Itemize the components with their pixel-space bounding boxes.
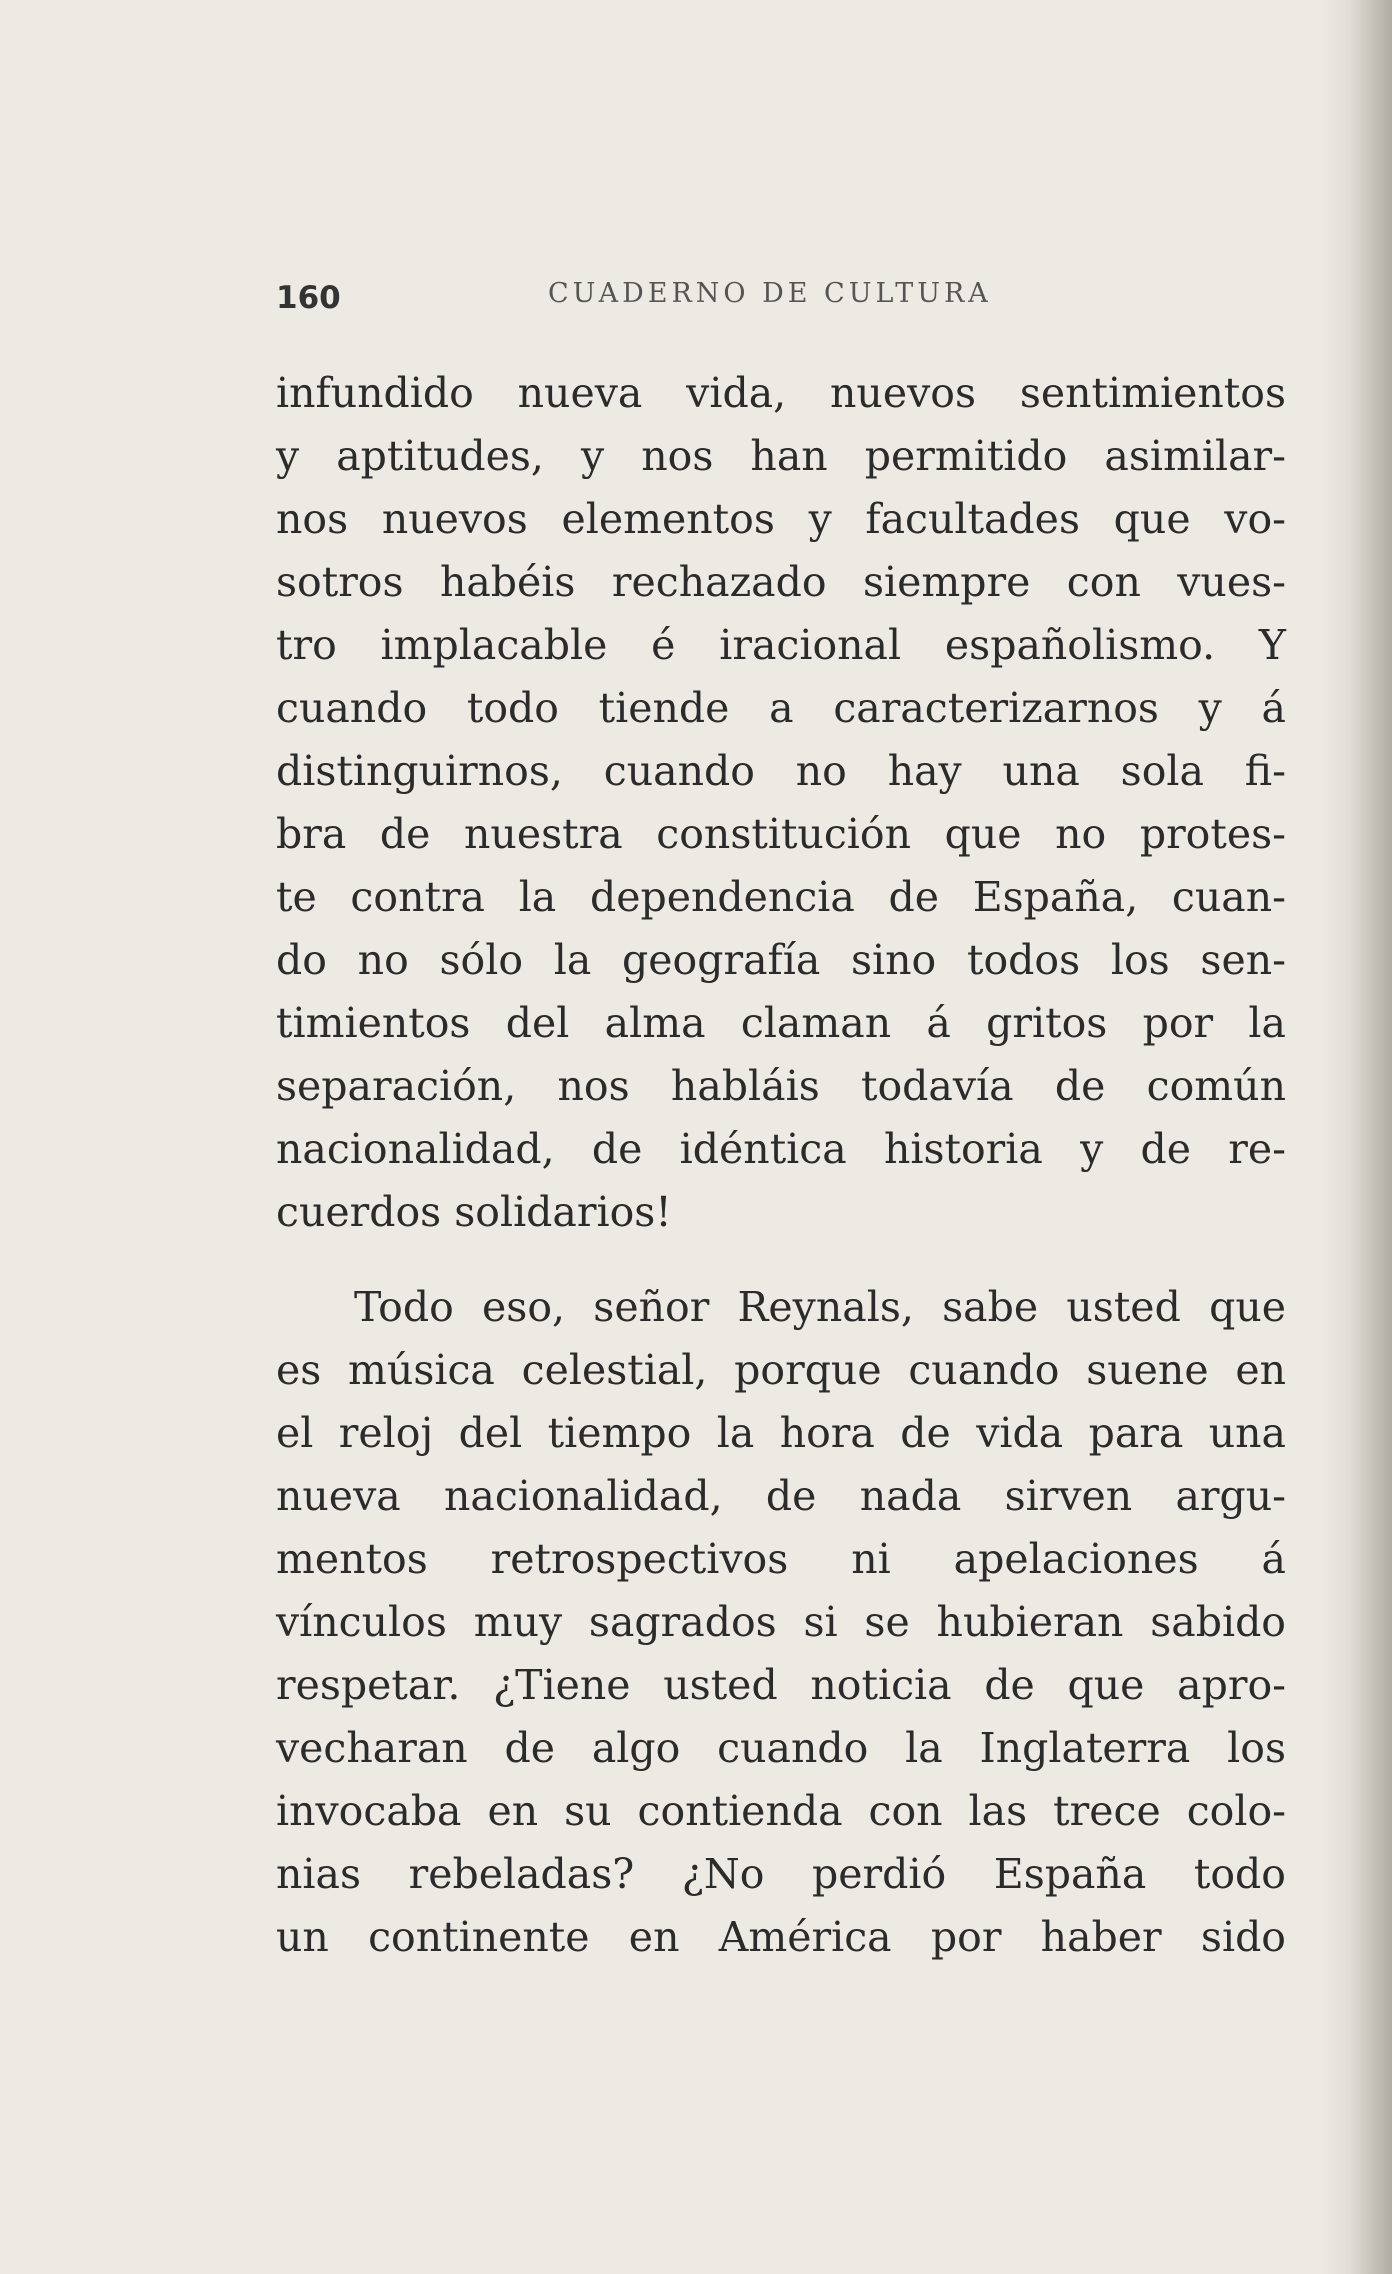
- paragraph-gap: [276, 1244, 1286, 1276]
- paragraph-1: [276, 362, 1286, 1244]
- text-line: nueva nacionalidad, de nada sirven argu-: [276, 1472, 1286, 1520]
- text-line: bra de nuestra constitución que no protes-: [276, 810, 1286, 858]
- body-text: [276, 362, 1286, 1969]
- text-line: y aptitudes, y nos han permitido asimilar-: [276, 432, 1286, 480]
- text-line: vecharan de algo cuando la Inglaterra los: [276, 1724, 1286, 1772]
- text-line: un continente en América por haber sido: [276, 1913, 1286, 1961]
- text-line: sotros habéis rechazado siempre con vues-: [276, 558, 1286, 606]
- text-line: infundido nueva vida, nuevos sentimientos: [276, 369, 1286, 417]
- page-header: [276, 272, 1288, 332]
- text-line: do no sólo la geografía sino todos los sen-: [276, 936, 1286, 984]
- text-line: cuerdos solidarios!: [276, 1188, 672, 1236]
- running-title: CUADERNO DE CULTURA: [548, 278, 992, 309]
- paragraph-2: [276, 1276, 1286, 1969]
- text-line: te contra la dependencia de España, cuan-: [276, 873, 1286, 921]
- text-line: nias rebeladas? ¿No perdió España todo: [276, 1850, 1286, 1898]
- text-line: distinguirnos, cuando no hay una sola fi-: [276, 747, 1286, 795]
- text-line: respetar. ¿Tiene usted noticia de que apro-: [276, 1661, 1286, 1709]
- text-line: tro implacable é iracional españolismo. Y: [276, 621, 1286, 669]
- text-line: separación, nos habláis todavía de común: [276, 1062, 1286, 1110]
- text-line: el reloj del tiempo la hora de vida para una: [276, 1409, 1286, 1457]
- text-line: nacionalidad, de idéntica historia y de re-: [276, 1125, 1286, 1173]
- text-line: timientos del alma claman á gritos por la: [276, 999, 1286, 1047]
- page-edge-shadow: [1322, 0, 1392, 2274]
- text-line: nos nuevos elementos y facultades que vo-: [276, 495, 1286, 543]
- text-line: invocaba en su contienda con las trece colo-: [276, 1787, 1286, 1835]
- text-line: vínculos muy sagrados si se hubieran sabido: [276, 1598, 1286, 1646]
- text-line: Todo eso, señor Reynals, sabe usted que: [354, 1283, 1286, 1331]
- text-line: mentos retrospectivos ni apelaciones á: [276, 1535, 1286, 1583]
- text-line: cuando todo tiende a caracterizarnos y á: [276, 684, 1286, 732]
- page-number: 160: [276, 280, 341, 316]
- text-line: es música celestial, porque cuando suene en: [276, 1346, 1286, 1394]
